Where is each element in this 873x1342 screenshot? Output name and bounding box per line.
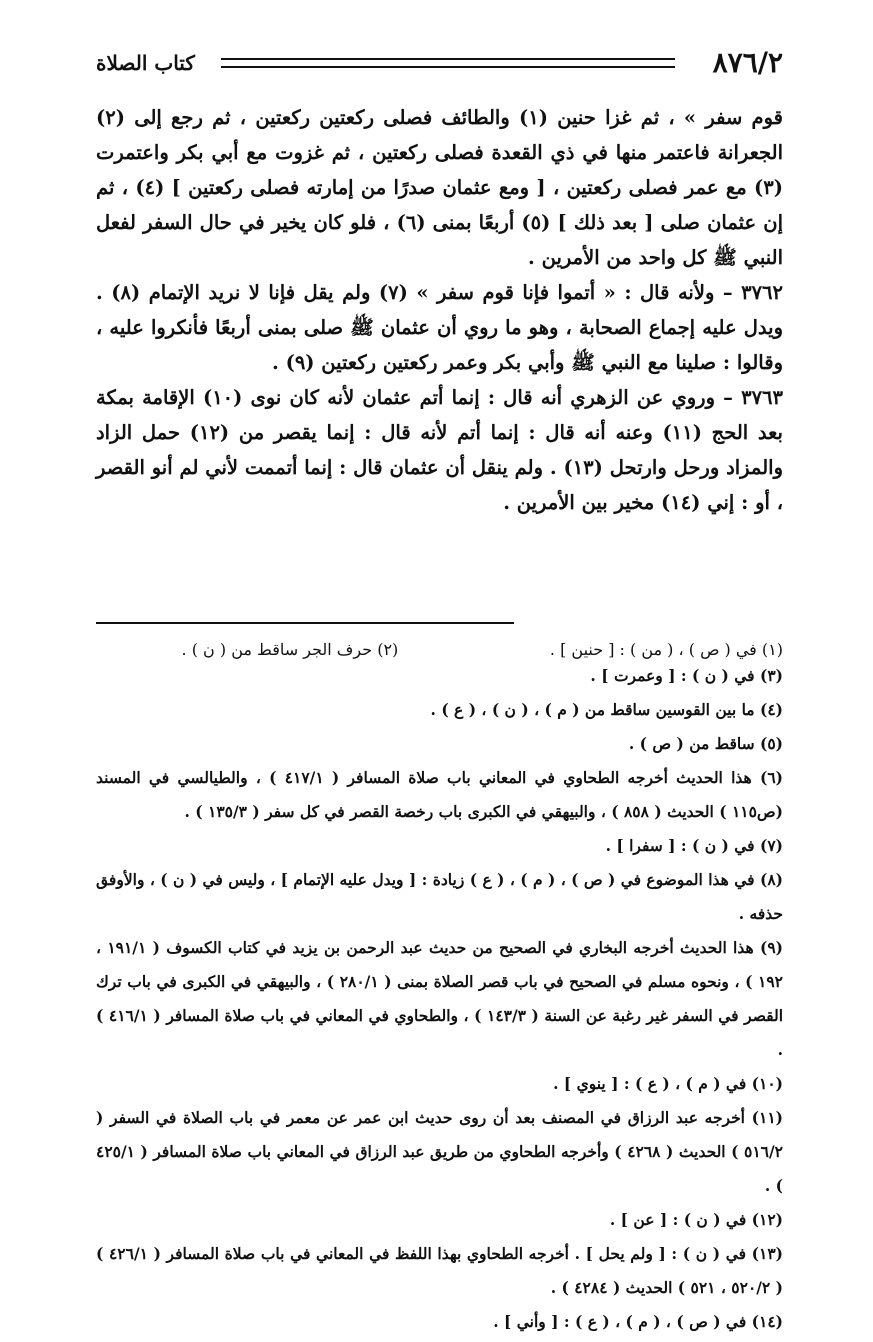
footnote-7: (٧) في ( ن ) : [ سفرا ] . xyxy=(605,836,783,855)
footnote-5: (٥) ساقط من ( ص ) . xyxy=(628,734,783,753)
footnote-row-1-2 xyxy=(96,640,783,659)
paragraph-1: قوم سفر » ، ثم غزا حنين (١) والطائف فصلى ركعتين ركعتين ، ثم رجع إلى (٢) الجعرانة فاعتمر منها في ذي القعدة فصلى ركعتين ، ثم غزوت مع أبي بكر واعتمرت (٣) مع عمر فصلى ركعتين ، [ ومع عثمان صدرًا من إمارته فصلى ركعتين ] (٤) ، ثم إن عثمان صلى [ بعد ذلك ] (٥) أربعًا بمنى (٦) ، فلو كان يخير في حال السفر لفعل النبي ﷺ كل واحد من الأمرين . xyxy=(96,106,784,269)
footnote-8: (٨) في هذا الموضوع في ( ص ) ، ( م ) ، ( ع ) زيادة : [ ويدل عليه الإتمام ] ، وليس في ( ن ) ، والأوفق حذفه . xyxy=(96,870,783,923)
main-text xyxy=(96,100,783,520)
footnote-13: (١٣) في ( ن ) : [ ولم يحل ] . أخرجه الطحاوي بهذا اللفظ في المعاني في باب صلاة المسافر ( ٤٢٦/١ ) ( ٥٢٠/٢ ، ٥٢١ ) الحديث ( ٤٢٨٤ ) . xyxy=(96,1244,783,1297)
footnote-3: (٣) في ( ن ) : [ وعمرت ] . xyxy=(590,666,783,685)
page-header xyxy=(96,44,783,84)
book-title: كتاب الصلاة xyxy=(96,51,195,75)
paragraph-3762: ٣٧٦٢ – ولأنه قال : « أتموا فإنا قوم سفر » (٧) ولم يقل فإنا لا نريد الإتمام (٨) . ويدل عليه إجماع الصحابة ، وهو ما روي أن عثمان ﷺ صلى بمنى أربعًا فأنكروا عليه ، وقالوا : صلينا مع النبي ﷺ وأبي بكر وعمر ركعتين ركعتين (٩) . xyxy=(96,281,783,374)
footnote-4: (٤) ما بين القوسين ساقط من ( م ) ، ( ن ) ، ( ع ) . xyxy=(430,700,783,719)
page-number: ٨٧٦/٢ xyxy=(712,46,783,79)
paragraph-3763: ٣٧٦٣ – وروي عن الزهري أنه قال : إنما أتم عثمان لأنه كان نوى (١٠) الإقامة بمكة بعد الحج (١١) وعنه أنه قال : إنما أتم لأنه قال : إنما يقصر من (١٢) حمل الزاد والمزاد ورحل وارتحل (١٣) . ولم ينقل أن عثمان قال : إنما أتممت لأني لم أنو القصر ، أو : إني (١٤) مخير بين الأمرين . xyxy=(96,386,783,514)
footnote-6: (٦) هذا الحديث أخرجه الطحاوي في المعاني باب صلاة المسافر ( ٤١٧/١ ) ، والطيالسي في المسند (ص١١٥ ) الحديث ( ٨٥٨ ) ، والبيهقي في الكبرى باب رخصة القصر في كل سفر ( ١٣٥/٣ ) . xyxy=(96,768,783,821)
footnote-11: (١١) أخرجه عبد الرزاق في المصنف بعد أن روى حديث ابن عمر عن معمر في باب الصلاة في السفر ( ٥١٦/٢ ) الحديث ( ٤٢٦٨ ) وأخرجه الطحاوي من طريق عبد الرزاق في المعاني باب صلاة المسافر ( ٤٢٥/١ ) . xyxy=(96,1108,783,1195)
footnote-2: (٢) حرف الجر ساقط من ( ن ) . xyxy=(181,640,399,659)
footnote-10: (١٠) في ( م ) ، ( ع ) : [ ينوي ] . xyxy=(553,1074,783,1093)
header-rule xyxy=(221,58,675,68)
footnote-12: (١٢) في ( ن ) : [ عن ] . xyxy=(609,1210,783,1229)
footnote-1: (١) في ( ص ) ، ( من ) : [ حنين ] . xyxy=(549,640,783,659)
footnote-14: (١٤) في ( ص ) ، ( م ) ، ( ع ) : [ وأني ] . xyxy=(493,1312,783,1331)
footnote-separator xyxy=(96,622,514,624)
footnote-9: (٩) هذا الحديث أخرجه البخاري في الصحيح من حديث عبد الرحمن بن يزيد في كتاب الكسوف ( ١٩١/١ ، ١٩٢ ) ، ونحوه مسلم في الصحيح في باب قصر الصلاة بمنى ( ٢٨٠/١ ) ، والبيهقي في الكبرى في باب ترك القصر في السفر غير رغبة عن السنة ( ١٤٣/٣ ) ، والطحاوي في المعاني في باب صلاة المسافر ( ٤١٦/١ ) . xyxy=(96,938,784,1059)
footnotes xyxy=(96,640,783,1339)
